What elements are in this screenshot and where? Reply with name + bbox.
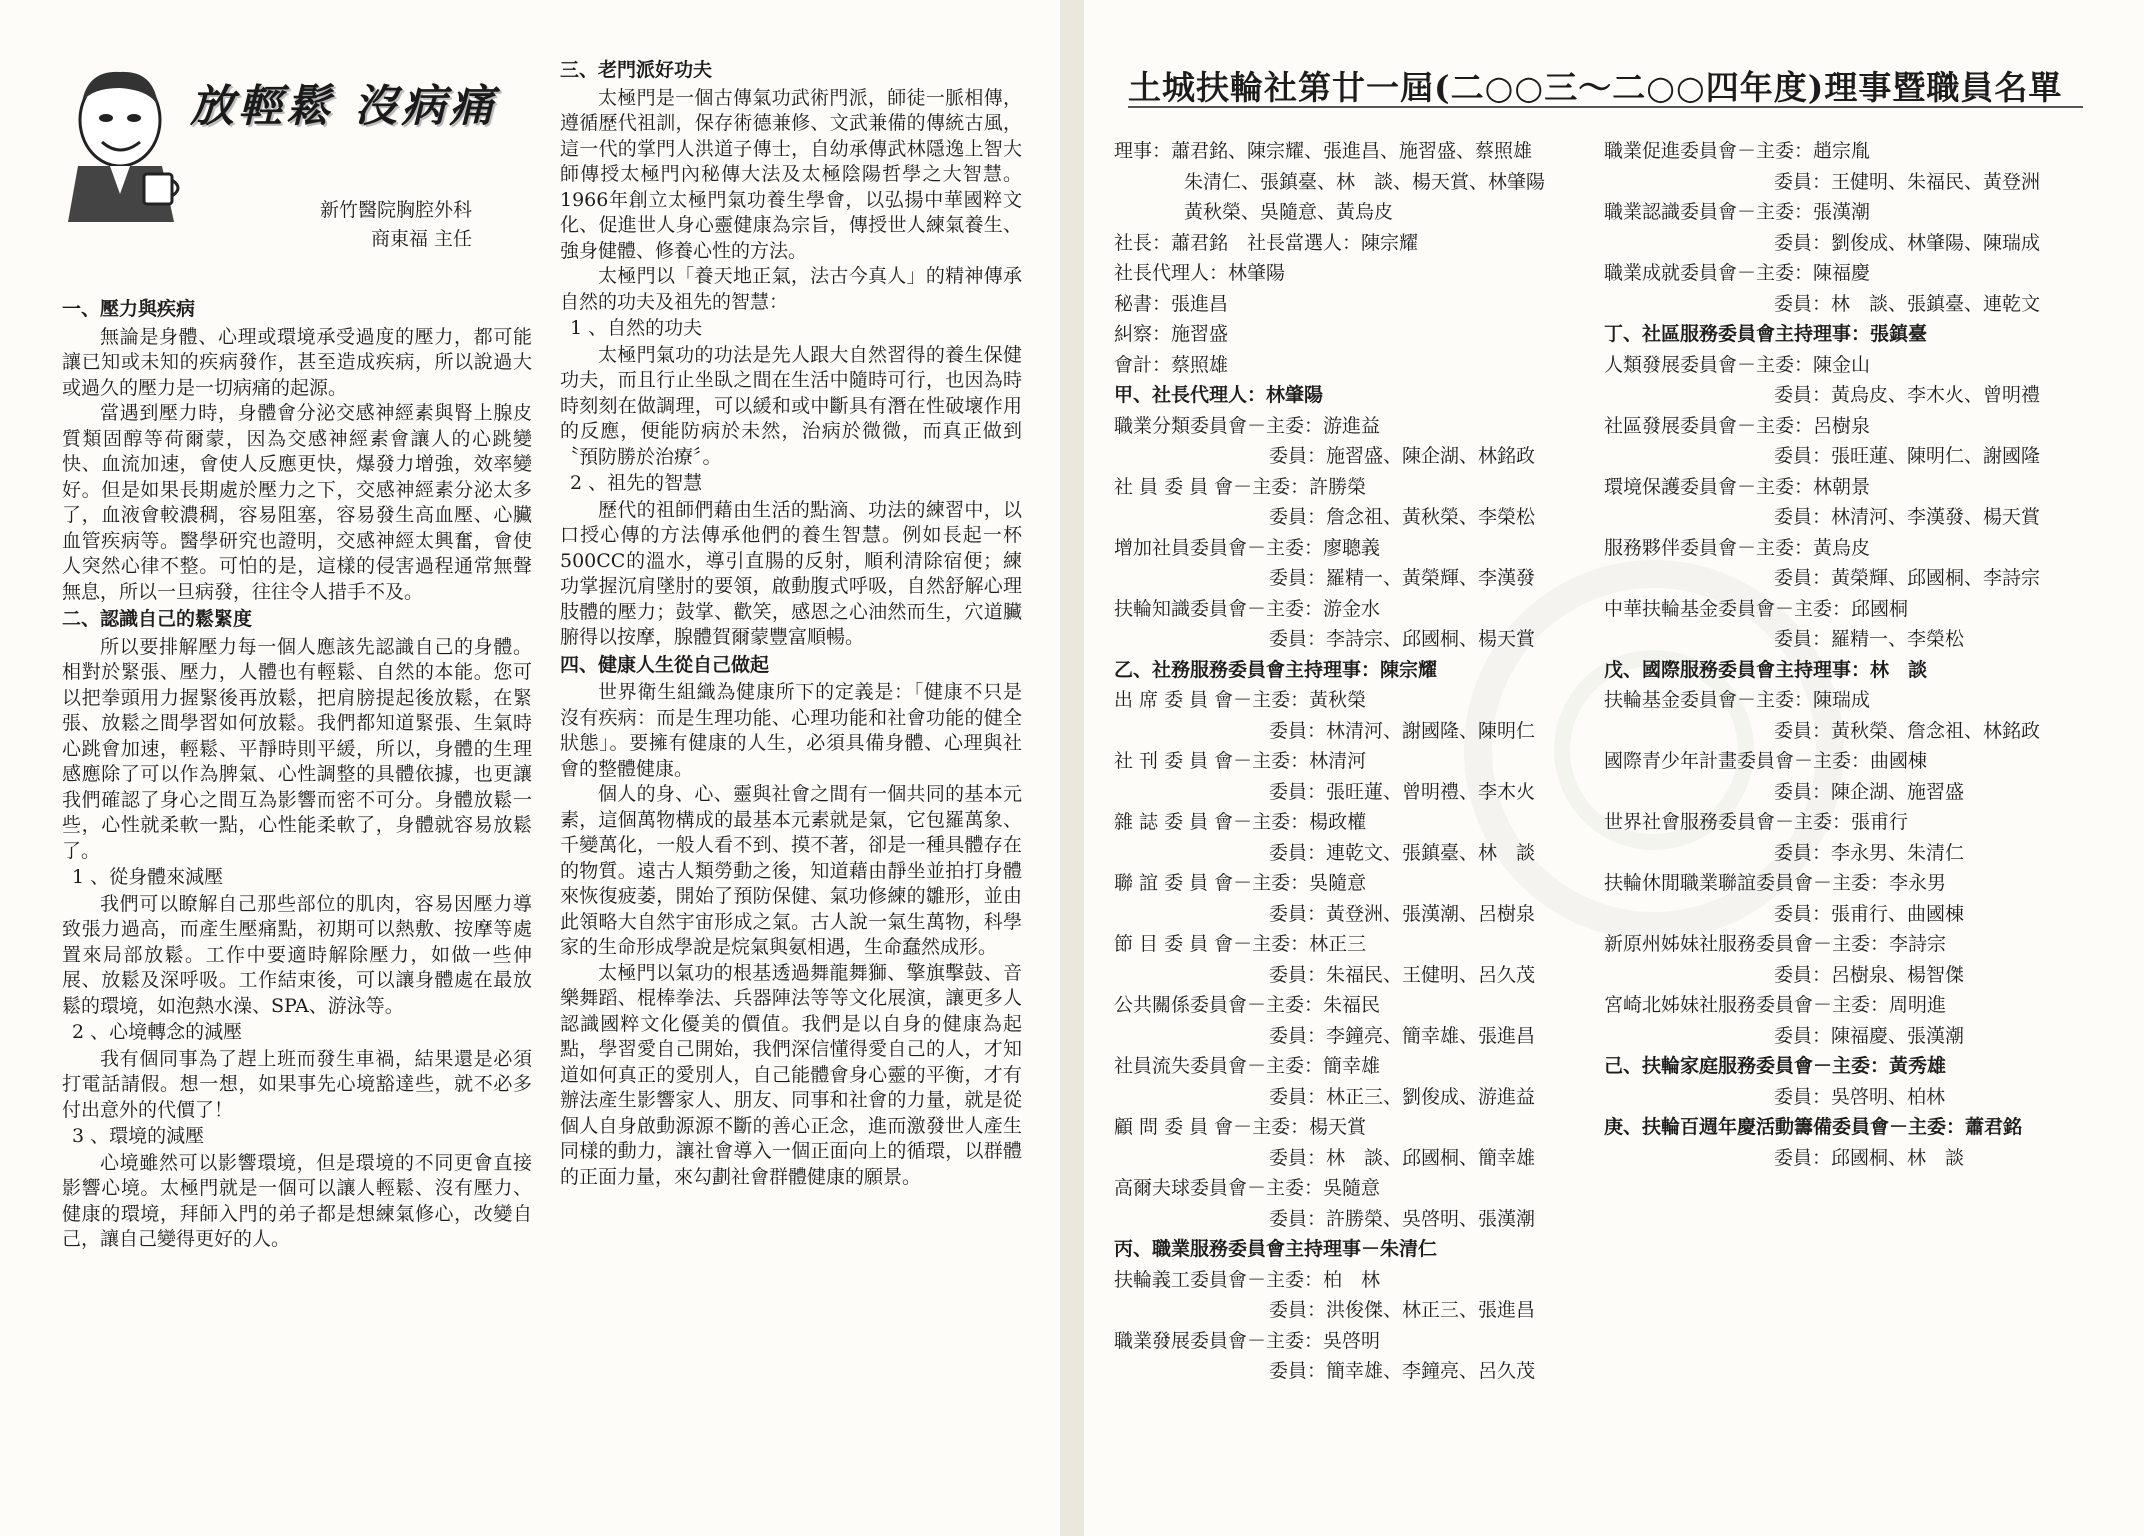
roster-committee-line: 社 刊 委 員 會－主委：林清河 [1114, 750, 1367, 772]
roster-members-line: 委員：張甫行、曲國棟 [1774, 902, 1965, 925]
roster-committee-line: 高爾夫球委員會－主委：吳隨意 [1114, 1177, 1381, 1199]
left-page [0, 0, 1060, 1536]
roster-members-line: 委員：羅精一、李榮松 [1774, 628, 1965, 650]
roster-committee-line: 中華扶輪基金委員會－主委：邱國桐 [1604, 597, 1909, 620]
subsection-heading: 2 、祖先的智慧 [570, 472, 703, 494]
paragraph: 心境雖然可以影響環境，但是環境的不同更會直接影響心境。太極門就是一個可以讓人輕鬆、沒有壓力、健康的環境，拜師入門的弟子都是想練氣修心，改變自己，讓自己變得更好的人。 [62, 1151, 532, 1250]
roster-members-line: 委員：李永男、朱清仁 [1774, 841, 1965, 864]
roster-section-heading: 戊、國際服務委員會主持理事：林 談 [1604, 658, 1928, 681]
roster-committee-line: 扶輪義工委員會－主委：柏 林 [1114, 1268, 1381, 1291]
roster-members-line: 委員：朱福民、王健明、呂久茂 [1269, 963, 1536, 986]
byline [320, 196, 472, 254]
subsection-heading: 2 、心境轉念的減壓 [72, 1021, 243, 1043]
roster-committee-line: 國際青少年計畫委員會－主委：曲國棟 [1604, 750, 1928, 772]
roster-committee-line: 公共關係委員會－主委：朱福民 [1114, 994, 1381, 1016]
roster-members-line: 委員：羅精一、黃榮輝、李漢發 [1269, 567, 1536, 589]
section-heading: 三、老門派好功夫 [560, 59, 713, 81]
paragraph: 我有個同事為了趕上班而發生車禍，結果還是必須打電話請假。想一想，如果事先心境豁達些，就不必多付出意外的代價了！ [62, 1047, 532, 1121]
roster-members-line: 委員：連乾文、張鎮臺、林 談 [1269, 841, 1536, 864]
roster-committee-line: 聯 誼 委 員 會－主委：吳隨意 [1114, 872, 1367, 894]
roster-members-line: 委員：黃登洲、張漢潮、呂樹泉 [1269, 902, 1536, 925]
roster-committee-line: 世界社會服務委員會－主委：張甫行 [1604, 811, 1909, 833]
byline-author: 商東福 主任 [370, 228, 473, 250]
roster-section-heading: 丙、職業服務委員會主持理事－朱清仁 [1114, 1238, 1438, 1260]
paragraph: 無論是身體、心理或環境承受過度的壓力，都可能讓已知或未知的疾病發作，甚至造成疾病，所以說過大或過久的壓力是一切病痛的起源。 [62, 325, 532, 399]
roster-members-line: 委員：林清河、李漢發、楊天賞 [1774, 506, 2041, 528]
roster-members-line: 委員：黃烏皮、李木火、曾明禮 [1774, 384, 2041, 406]
roster-committee-line: 顧 問 委 員 會－主委：楊天賞 [1114, 1116, 1367, 1138]
paragraph: 太極門氣功的功法是先人跟大自然習得的養生保健功夫，而且行止坐臥之間在生活中隨時可行，也因為時時刻刻在做調理，可以緩和或中斷具有潛在性破壞作用的反應，便能防病於未然，治病於微微，而真正做到〝預防勝於治療〞。 [560, 343, 1022, 468]
roster-continuation-line: 黃秋榮、吳隨意、黃烏皮 [1184, 201, 1394, 223]
roster-section-heading: 庚、扶輪百週年慶活動籌備委員會－主委：蕭君銘 [1604, 1116, 2023, 1138]
roster-members-line: 委員：黃榮輝、邱國桐、李詩宗 [1774, 567, 2041, 589]
roster-section-heading: 甲、社長代理人：林肇陽 [1114, 384, 1324, 406]
roster-title: 土城扶輪社第廿一屆(二○○三～二○○四年度)理事暨職員名單 [1128, 68, 2063, 107]
roster-members-line: 委員：詹念祖、黃秋榮、李榮松 [1269, 506, 1536, 528]
roster-members-line: 委員：陳福慶、張漢潮 [1774, 1024, 1965, 1047]
roster-members-line: 委員：林 談、張鎮臺、連乾文 [1774, 292, 2041, 315]
title-divider [1128, 106, 2083, 108]
roster-committee-line: 社長代理人：林肇陽 [1114, 262, 1286, 284]
roster-committee-line: 宮崎北姊妹社服務委員會－主委：周明進 [1604, 994, 1947, 1016]
paragraph: 世界衛生組織為健康所下的定義是：「健康不只是沒有疾病：而是生理功能、心理功能和社會功能的健全狀態」。要擁有健康的人生，必須具備身體、心理與社會的整體健康。 [560, 681, 1022, 780]
section-heading: 一、壓力與疾病 [62, 298, 196, 320]
roster-committee-line: 出 席 委 員 會－主委：黃秋榮 [1114, 689, 1367, 711]
roster-members-line: 委員：洪俊傑、林正三、張進昌 [1269, 1299, 1536, 1321]
roster-column-2 [1604, 136, 2074, 1173]
roster-committee-line: 增加社員委員會－主委：廖聰義 [1114, 536, 1381, 559]
roster-members-line: 委員：王健明、朱福民、黃登洲 [1774, 170, 2041, 193]
roster-committee-line: 職業發展委員會－主委：吳啓明 [1114, 1329, 1381, 1352]
article-column-2 [560, 56, 1022, 1190]
roster-members-line: 委員：呂樹泉、楊智傑 [1774, 963, 1965, 986]
paragraph: 太極門是一個古傳氣功武術門派，師徒一脈相傳，遵循歷代祖訓，保存術德兼修、文武兼備的傳統古風，這一代的掌門人洪道子傳士，自幼承傳武林隱逸上智大師傳授太極門內秘傳大法及太極陰陽哲學之大智慧。1966年創立太極門氣功養生學會，以弘揚中華國粹文化、促進世人身心靈健康為宗旨，傳授世人練氣養生、強身健體、修養心性的方法。 [560, 86, 1022, 262]
roster-continuation-line: 朱清仁、張鎮臺、林 談、楊天賞、林肇陽 [1184, 170, 1546, 193]
roster-members-line: 委員：林正三、劉俊成、游進益 [1269, 1085, 1536, 1108]
roster-committee-line: 職業認識委員會－主委：張漢潮 [1604, 201, 1871, 223]
masthead-title: 放輕鬆 沒病痛 [190, 81, 498, 132]
paragraph: 太極門以氣功的根基透過舞龍舞獅、擎旗擊鼓、音樂舞蹈、棍棒拳法、兵器陣法等等文化展演，讓更多人認識國粹文化優美的價值。我們是以自身的健康為起點，學習愛自己開始，我們深信懂得愛自己的人，才知道如何真正的愛別人，自己能體會身心靈的平衡，才有辦法產生影響家人、朋友、同事和社會的力量，就是從個人自身啟動源源不斷的善心正念，進而激發世人產生同樣的動力，讓社會導入一個正面向上的循環，以群體的正面力量，來勾劃社會群體健康的願景。 [560, 961, 1022, 1188]
roster-committee-line: 糾察：施習盛 [1114, 323, 1229, 345]
roster-committee-line: 社員流失委員會－主委：簡幸雄 [1114, 1055, 1381, 1077]
right-page [1084, 0, 2144, 1536]
section-heading: 二、認識自己的鬆緊度 [62, 608, 253, 630]
paragraph: 我們可以瞭解自己那些部位的肌肉，容易因壓力導致張力過高，而產生壓痛點，初期可以熱敷、按摩等處置來局部放鬆。工作中要適時解除壓力，如做一些伸展、放鬆及深呼吸。工作結束後，可以讓身體處在最放鬆的環境，如泡熱水澡、SPA、游泳等。 [62, 892, 532, 1017]
subsection-heading: 3 、環境的減壓 [72, 1125, 205, 1147]
roster-committee-line: 環境保護委員會－主委：林朝景 [1604, 475, 1871, 498]
roster-members-line: 委員：邱國桐、林 談 [1774, 1146, 1965, 1169]
roster-committee-line: 社 員 委 員 會－主委：許勝榮 [1114, 475, 1367, 498]
roster-members-line: 委員：林清河、謝國隆、陳明仁 [1269, 719, 1536, 742]
roster-committee-line: 秘書：張進昌 [1114, 292, 1229, 315]
roster-members-line: 委員：林 談、邱國桐、簡幸雄 [1269, 1146, 1536, 1169]
roster-committee-line: 服務夥伴委員會－主委：黃烏皮 [1604, 536, 1871, 559]
byline-affiliation: 新竹醫院胸腔外科 [320, 199, 473, 221]
roster-members-line: 委員：施習盛、陳企湖、林銘政 [1269, 445, 1536, 467]
roster-members-line: 委員：李鐘亮、簡幸雄、張進昌 [1269, 1024, 1536, 1047]
roster-committee-line: 扶輪知識委員會－主委：游金水 [1114, 597, 1381, 620]
paragraph: 歷代的祖師們藉由生活的點滴、功法的練習中，以口授心傳的方法傳承他們的養生智慧。例如長起一杯500CC的溫水，導引直腸的反射，順利清除宿便；練功掌握沉肩墜肘的要領，啟動腹式呼吸，自然舒解心理肢體的壓力；鼓掌、歡笑，感恩之心油然而生，穴道臟腑得以按摩，腺體賀爾蒙豐富順暢。 [560, 498, 1022, 648]
roster-committee-line: 職業促進委員會－主委：趙宗胤 [1604, 140, 1871, 162]
section-heading: 四、健康人生從自己做起 [560, 653, 770, 676]
roster-committee-line: 理事：蕭君銘、陳宗耀、張進昌、施習盛、蔡照雄 [1114, 140, 1533, 162]
paragraph: 太極門以「養天地正氣，法古今真人」的精神傳承自然的功夫及祖先的智慧： [560, 265, 1022, 313]
roster-committee-line: 職業分類委員會－主委：游進益 [1114, 414, 1381, 437]
subsection-heading: 1 、自然的功夫 [570, 317, 703, 339]
roster-committee-line: 雜 誌 委 員 會－主委：楊政權 [1114, 811, 1367, 833]
roster-committee-line: 扶輪休閒職業聯誼委員會－主委：李永男 [1604, 872, 1947, 894]
roster-section-heading: 乙、社務服務委員會主持理事：陳宗耀 [1114, 658, 1438, 681]
roster-column-1 [1114, 136, 1599, 1387]
roster-members-line: 委員：簡幸雄、李鐘亮、呂久茂 [1269, 1360, 1536, 1382]
roster-committee-line: 新原州姊妹社服務委員會－主委：李詩宗 [1604, 933, 1947, 955]
roster-committee-line: 節 目 委 員 會－主委：林正三 [1114, 933, 1367, 955]
roster-section-heading: 己、扶輪家庭服務委員會－主委：黃秀雄 [1604, 1055, 1947, 1077]
paragraph: 所以要排解壓力每一個人應該先認識自己的身體。相對於緊張、壓力，人體也有輕鬆、自然的本能。您可以把拳頭用力握緊後再放鬆，把肩膀提起後放鬆，在緊張、放鬆之間學習如何放鬆。我們都知道緊張、生氣時心跳會加速，輕鬆、平靜時則平緩，所以，身體的生理感應除了可以作為脾氣、心性調整的具體依據，也更讓我們確認了身心之間互為影響而密不可分。身體放鬆一些，心性就柔軟一點，心性能柔軟了，身體就容易放鬆了。 [62, 635, 532, 862]
roster-members-line: 委員：李詩宗、邱國桐、楊天賞 [1269, 628, 1536, 650]
roster-members-line: 委員：吳啓明、柏林 [1774, 1085, 1946, 1108]
roster-committee-line: 社長：蕭君銘 社長當選人：陳宗耀 [1114, 231, 1419, 254]
roster-section-heading: 丁、社區服務委員會主持理事：張鎮臺 [1604, 323, 1928, 345]
paragraph: 個人的身、心、靈與社會之間有一個共同的基本元素，這個萬物構成的最基本元素就是氣，它包羅萬象、千變萬化，一般人看不到、摸不著，卻是一種具體存在的物質。遠古人類勞動之後，知道藉由靜坐並拍打身體來恢復疲萎，開始了預防保健、氣功修練的雛形，並由此領略大自然宇宙形成之氣。古人說一氣生萬物，科學家的生命形成學說是烷氣與氨相遇，生命蠢然成形。 [560, 783, 1022, 958]
roster-members-line: 委員：黃秋榮、詹念祖、林銘政 [1774, 719, 2041, 742]
paragraph: 當遇到壓力時，身體會分泌交感神經素與腎上腺皮質類固醇等荷爾蒙，因為交感神經素會讓人的心跳變快、血流加速，會使人反應更快，爆發力增強，效率變好。但是如果長期處於壓力之下，交感神經素分泌太多了，血液會較濃稠，容易阻塞，容易發生高血壓、心臟血管疾病等。醫學研究也證明，交感神經太興奮，會使人突然心律不整。可怕的是，這樣的侵害過程通常無聲無息，所以一旦病發，往往令人措手不及。 [62, 402, 532, 603]
doctor-cartoon-icon [58, 62, 188, 222]
article-column-1 [62, 295, 532, 1253]
roster-committee-line: 職業成就委員會－主委：陳福慶 [1604, 262, 1871, 284]
subsection-heading: 1 、從身體來減壓 [72, 866, 224, 888]
roster-members-line: 委員：許勝榮、吳啓明、張漢潮 [1269, 1207, 1536, 1230]
page-gutter [1060, 0, 1084, 1536]
roster-members-line: 委員：張旺蓮、曾明禮、李木火 [1269, 780, 1536, 803]
roster-committee-line: 人類發展委員會－主委：陳金山 [1604, 353, 1871, 376]
roster-members-line: 委員：劉俊成、林肇陽、陳瑞成 [1774, 231, 2041, 254]
roster-members-line: 委員：陳企湖、施習盛 [1774, 780, 1965, 803]
roster-members-line: 委員：張旺蓮、陳明仁、謝國隆 [1774, 445, 2041, 467]
roster-committee-line: 扶輪基金委員會－主委：陳瑞成 [1604, 689, 1871, 711]
roster-committee-line: 會計：蔡照雄 [1114, 353, 1229, 376]
roster-committee-line: 社區發展委員會－主委：呂樹泉 [1604, 414, 1871, 437]
